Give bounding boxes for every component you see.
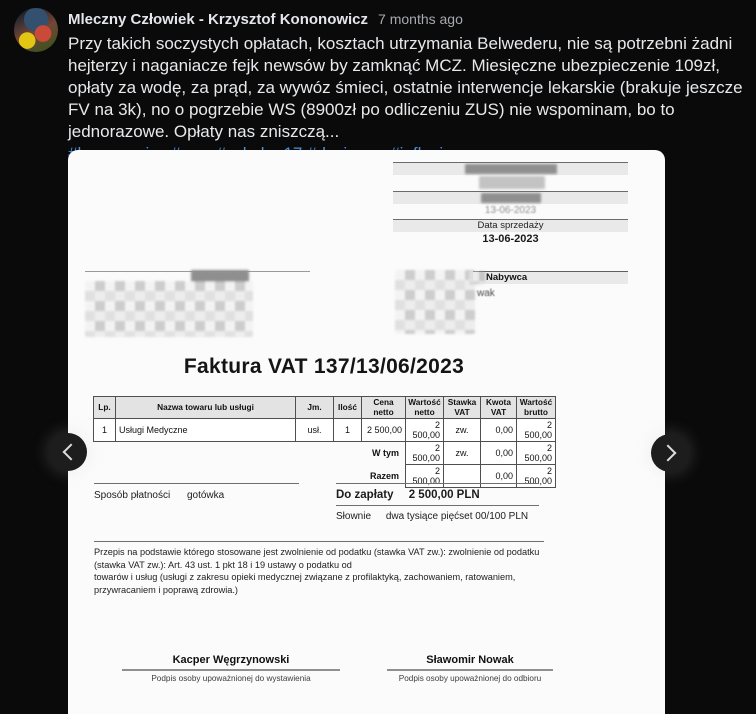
signature-recipient [387, 654, 553, 683]
post-timestamp: 7 months ago [378, 11, 463, 27]
col-header: Nazwa towaru lub usługi [116, 397, 296, 419]
cell-unit: usł. [296, 419, 334, 442]
invoice-items-table [93, 396, 556, 488]
in-words-value: dwa tysiące pięćset 00/100 PLN [385, 511, 529, 522]
censor-blob [465, 164, 557, 174]
col-header: Lp. [94, 397, 116, 419]
col-header: Kwota VAT [481, 397, 517, 419]
cell-vat-amount: 0,00 [481, 419, 517, 442]
invoice-title: Faktura VAT 137/13/06/2023 [183, 355, 465, 378]
invoice-seller-censored [85, 271, 310, 339]
signature-issuer [122, 654, 340, 683]
invoice-header-dates [393, 162, 628, 248]
summary-gross: 2 500,00 [517, 465, 556, 488]
summary-vat-amount: 0,00 [481, 442, 517, 465]
chevron-left-icon [62, 444, 79, 461]
col-header: Wartość netto [406, 397, 444, 419]
censored-header-bar [393, 162, 628, 175]
legal-text-2: towarów i usług (usługi z zakresu opieki medycznej związane z profilaktyką, zachowaniem, ratowaniem, przywracaniem i poprawą zdrowia.) [94, 572, 516, 595]
in-words-label: Słownie [336, 511, 372, 522]
post-text: Przy takich soczystych opłatach, kosztach utrzymania Belwederu, nie są potrzebni żadni hejterzy i naganiacze fejk newsów by zamknąć MCZ. Miesięczne ubezpieczenie 109zł, opłaty za wodę, za prąd, za wywóz śmieci, ostatnie interwencje lekarskie (brakuje jeszcze FV na 3k), no o pogrzebie WS (8900zł po odliczeniu ZUS) nie wspominam, bo to jednorazowe. Opłaty nas zniszczą... [68, 34, 743, 141]
due-label: Do zapłaty [336, 489, 394, 501]
censored-header-bar [393, 191, 628, 204]
cell-vat-rate: zw. [444, 419, 481, 442]
carousel-prev-button[interactable] [49, 433, 87, 471]
censor-blob [479, 176, 545, 189]
table-header-row [94, 397, 556, 419]
signature-issuer-caption: Podpis osoby upoważnionej do wystawienia [151, 674, 311, 683]
payment-method-label: Sposób płatności [94, 490, 171, 501]
chevron-right-icon [659, 445, 676, 462]
summary-label: Razem [369, 471, 399, 481]
invoice-buyer [395, 268, 628, 338]
col-header: Jm. [296, 397, 334, 419]
payment-method [94, 483, 299, 501]
summary-gross: 2 500,00 [517, 442, 556, 465]
censor-pixelation [469, 271, 485, 285]
post-image-invoice[interactable] [68, 150, 665, 714]
carousel-next-button[interactable] [651, 434, 689, 472]
cell-lp: 1 [94, 419, 116, 442]
signature-recipient-caption: Podpis osoby upoważnionej do odbioru [398, 674, 542, 683]
buyer-label: Nabywca [473, 271, 628, 284]
col-header: Ilość [334, 397, 362, 419]
buyer-name-fragment: wak [477, 288, 495, 299]
censor-pixelation [85, 281, 253, 337]
signature-recipient-name: Sławomir Nowak [387, 654, 553, 671]
summary-net: 2 500,00 [406, 442, 444, 465]
summary-vat-rate: zw. [444, 442, 481, 465]
cell-gross-value: 2 500,00 [517, 419, 556, 442]
post-header [68, 11, 463, 28]
summary-net: 2 500,00 [406, 465, 444, 488]
summary-row [94, 442, 556, 465]
summary-label: W tym [372, 448, 399, 459]
legal-text-1: Przepis na podstawie którego stosowane jest zwolnienie od podatku (stawka VAT zw.): zwolnienie od podatku (stawka VAT zw.): Art. 43 ust. 1 pkt 18 i 19 ustawy o podatku od [94, 547, 540, 570]
legal-note [94, 541, 544, 596]
cell-name: Usługi Medyczne [116, 419, 296, 442]
col-header: Cena netto [362, 397, 406, 419]
due-value: 2 500,00 PLN [408, 489, 480, 501]
col-header: Stawka VAT [444, 397, 481, 419]
table-row [94, 419, 556, 442]
censor-pixelation [395, 270, 475, 334]
signature-issuer-name: Kacper Węgrzynowski [122, 654, 340, 671]
cell-net-price: 2 500,00 [362, 419, 406, 442]
summary-vat-amount: 0,00 [481, 465, 517, 488]
payment-method-value: gotówka [186, 490, 225, 501]
cell-qty: 1 [334, 419, 362, 442]
censor-blob [481, 193, 541, 203]
col-header: Wartość brutto [517, 397, 556, 419]
post-body [68, 33, 752, 165]
cell-net-value: 2 500,00 [406, 419, 444, 442]
censored-value-row [393, 175, 628, 191]
avatar[interactable] [14, 8, 58, 52]
sale-date-value: 13-06-2023 [482, 233, 539, 245]
author-name[interactable]: Mleczny Człowiek - Krzysztof Kononowicz [68, 11, 369, 28]
payment-due [336, 483, 539, 522]
issue-date-faint: 13-06-2023 [484, 205, 537, 216]
sale-date-label: Data sprzedaży [393, 219, 628, 232]
